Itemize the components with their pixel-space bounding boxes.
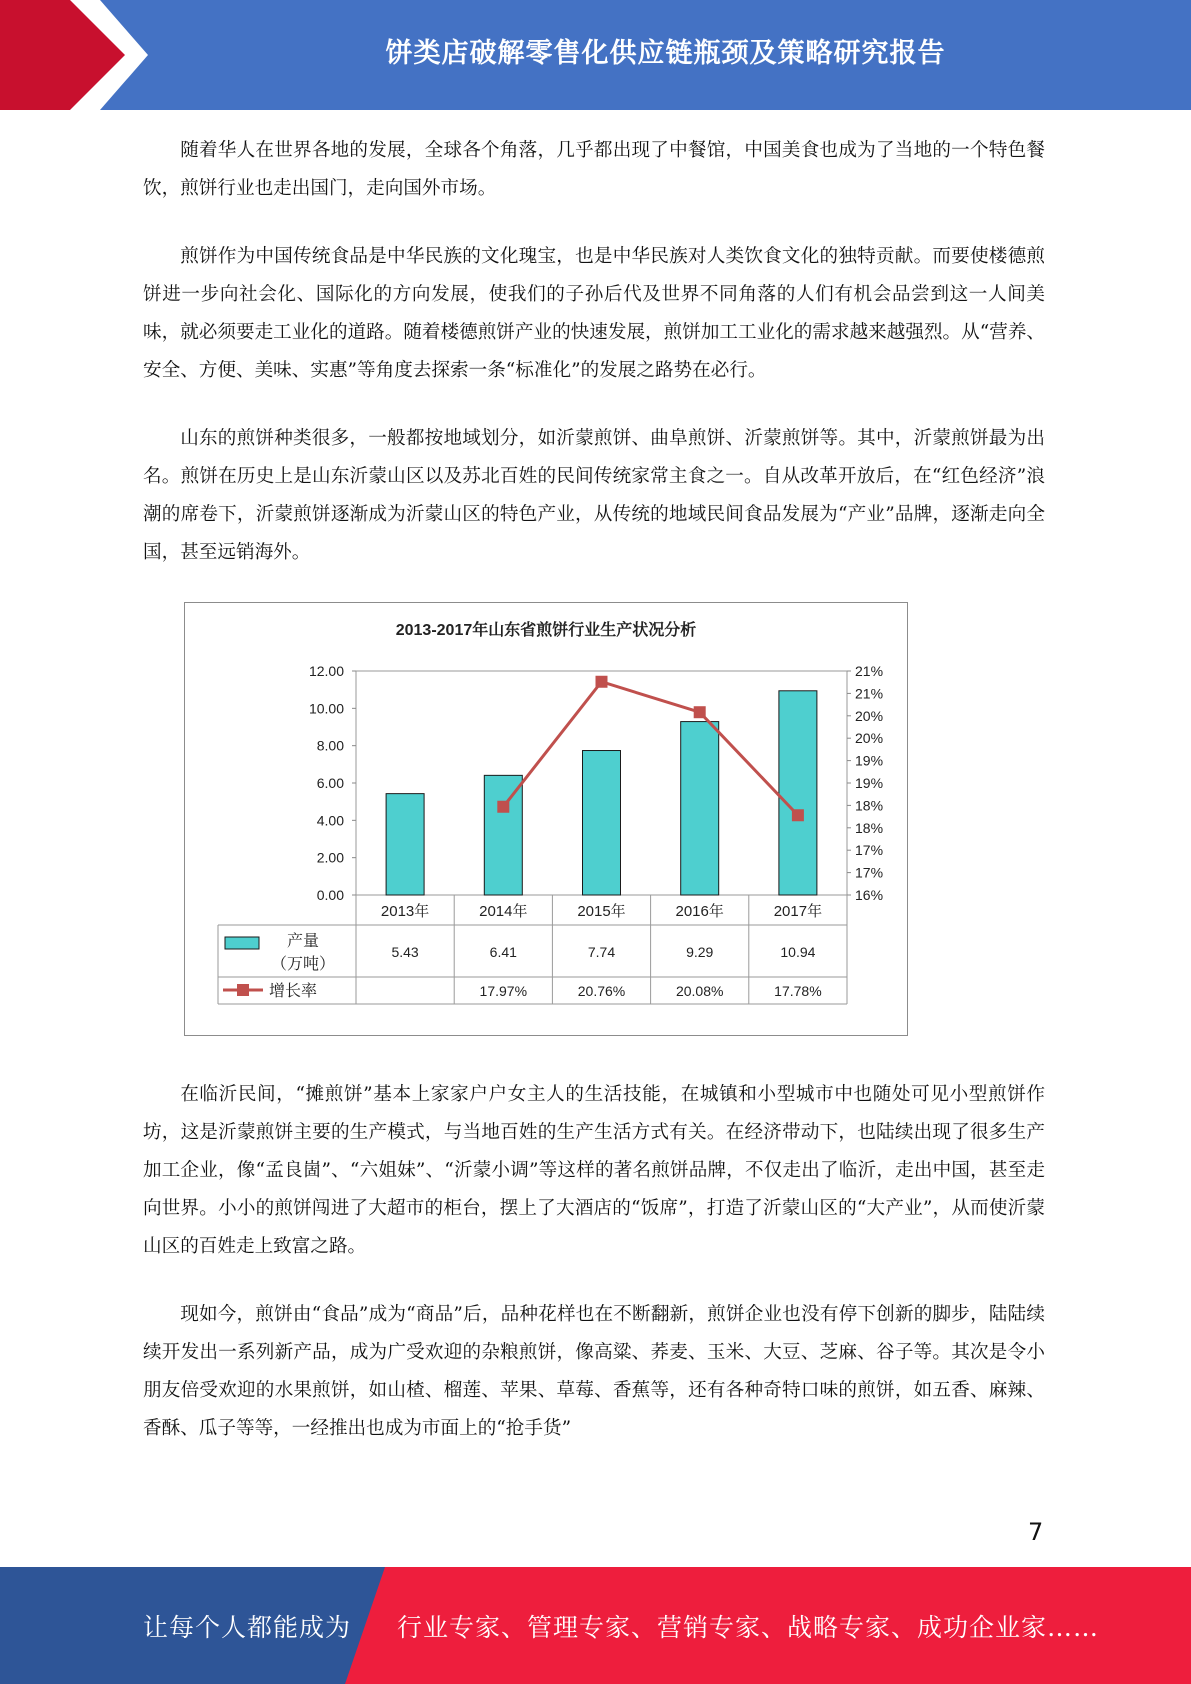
bar-2017年 — [779, 691, 817, 895]
left-axis-tick-label: 8.00 — [316, 737, 344, 754]
growth-rate-marker — [694, 706, 706, 718]
page-number: 7 — [1028, 1518, 1044, 1546]
bar-legend-key — [225, 937, 259, 949]
left-axis-tick-label: 6.00 — [316, 775, 344, 791]
right-axis-tick-label: 20% — [855, 730, 884, 747]
line-data-label: 17.97% — [479, 983, 528, 999]
bar-legend-unit: （万吨） — [270, 956, 336, 973]
bar-2014年 — [484, 775, 522, 895]
paragraph-1: 随着华人在世界各地的发展，全球各个角落，几乎都出现了中餐馆，中国美食也成为了当地的一个特色餐饮，煎饼行业也走出国门，走向国外市场。 — [143, 140, 1045, 199]
bar-2013年 — [386, 794, 424, 895]
production-chart — [184, 602, 908, 1036]
chart-title: 2013-2017年山东省煎饼行业生产状况分析 — [395, 622, 697, 639]
article-body — [143, 132, 1045, 1478]
bar-legend-label: 产量 — [286, 933, 320, 950]
bar-data-label: 7.74 — [587, 944, 616, 960]
bar-data-label: 9.29 — [686, 944, 714, 960]
right-axis-tick-label: 18% — [855, 797, 884, 814]
category-label: 2013年 — [380, 903, 430, 920]
category-label: 2014年 — [479, 903, 528, 920]
bar-2015年 — [583, 751, 621, 895]
line-legend-label: 增长率 — [269, 983, 318, 1000]
right-axis-tick-label: 16% — [855, 887, 884, 903]
footer-slogan-right: 行业专家、管理专家、营销专家、战略专家、成功企业家…… — [397, 1612, 1100, 1642]
growth-rate-marker — [792, 809, 804, 821]
left-axis-tick-label: 4.00 — [316, 812, 344, 829]
category-label: 2016年 — [675, 903, 724, 920]
category-label: 2015年 — [577, 903, 626, 920]
right-axis-tick-label: 21% — [855, 685, 884, 702]
left-axis-tick-label: 2.00 — [316, 849, 344, 866]
right-axis-tick-label: 19% — [855, 752, 884, 769]
paragraph-4: 在临沂民间，“摊煎饼”基本上家家户户女主人的生活技能，在城镇和小型城市中也随处可见小型煎饼作坊，这是沂蒙煎饼主要的生产模式，与当地百姓的生产生活方式有关。在经济带动下，也陆续出现了很多生产加工企业，像“孟良崮”、“六姐妹”、“沂蒙小调”等这样的著名煎饼品牌，不仅走出了临沂，走出中国，甚至走向世界。小小的煎饼闯进了大超市的柜台，摆上了大酒店的“饭席”，打造了沂蒙山区的“大产业”，从而使沂蒙山区的百姓走上致富之路。 — [143, 1084, 1045, 1257]
category-label: 2017年 — [773, 903, 823, 920]
line-data-label: 20.08% — [675, 983, 724, 999]
bar-data-label: 6.41 — [489, 944, 517, 960]
line-data-label: 20.76% — [577, 983, 626, 999]
page-header — [0, 0, 1191, 110]
paragraph-5: 现如今，煎饼由“食品”成为“商品”后，品种花样也在不断翻新，煎饼企业也没有停下创新的脚步，陆陆续续开发出一系列新产品，成为广受欢迎的杂粮煎饼，像高粱、荞麦、玉米、大豆、芝麻、谷子等。其次是令小朋友倍受欢迎的水果煎饼，如山楂、榴莲、苹果、草莓、香蕉等，还有各种奇特口味的煎饼，如五香、麻辣、香酥、瓜子等等，一经推出也成为市面上的“抢手货” — [143, 1304, 1045, 1439]
right-axis-tick-label: 18% — [855, 819, 884, 836]
bar-2016年 — [681, 722, 719, 895]
report-title: 饼类店破解零售化供应链瓶颈及策略研究报告 — [385, 37, 946, 69]
line-data-label: 17.78% — [774, 983, 822, 999]
right-axis-tick-label: 20% — [855, 707, 884, 724]
right-axis-tick-label: 19% — [855, 775, 884, 791]
footer-slogan-left: 让每个人都能成为 — [143, 1612, 352, 1642]
paragraph-3: 山东的煎饼种类很多，一般都按地域划分，如沂蒙煎饼、曲阜煎饼、沂蒙煎饼等。其中，沂蒙煎饼最为出名。煎饼在历史上是山东沂蒙山区以及苏北百姓的民间传统家常主食之一。自从改革开放后，在“红色经济”浪潮的席卷下，沂蒙煎饼逐渐成为沂蒙山区的特色产业，从传统的地域民间食品发展为“产业”品牌，逐渐走向全国，甚至远销海外。 — [143, 428, 1045, 563]
page-footer — [0, 1567, 1191, 1684]
left-axis-tick-label: 0.00 — [316, 887, 344, 903]
paragraph-2: 煎饼作为中国传统食品是中华民族的文化瑰宝，也是中华民族对人类饮食文化的独特贡献。而要使楼德煎饼进一步向社会化、国际化的方向发展，使我们的子孙后代及世界不同角落的人们有机会品尝到这一人间美味，就必须要走工业化的道路。随着楼德煎饼产业的快速发展，煎饼加工工业化的需求越来越强烈。从“营养、安全、方便、美味、实惠”等角度去探索一条“标准化”的发展之路势在必行。 — [143, 246, 1046, 381]
chart-canvas — [185, 603, 907, 1035]
bar-data-label: 5.43 — [391, 944, 419, 960]
right-axis-tick-label: 17% — [855, 842, 884, 859]
bar-data-label: 10.94 — [780, 944, 816, 960]
growth-rate-line — [503, 682, 798, 816]
growth-rate-marker — [596, 676, 608, 688]
line-legend-marker — [237, 984, 249, 996]
growth-rate-marker — [497, 801, 509, 813]
right-axis-tick-label: 17% — [855, 864, 884, 881]
right-axis-tick-label: 21% — [855, 663, 884, 679]
left-axis-tick-label: 12.00 — [308, 663, 344, 679]
left-axis-tick-label: 10.00 — [308, 700, 344, 717]
